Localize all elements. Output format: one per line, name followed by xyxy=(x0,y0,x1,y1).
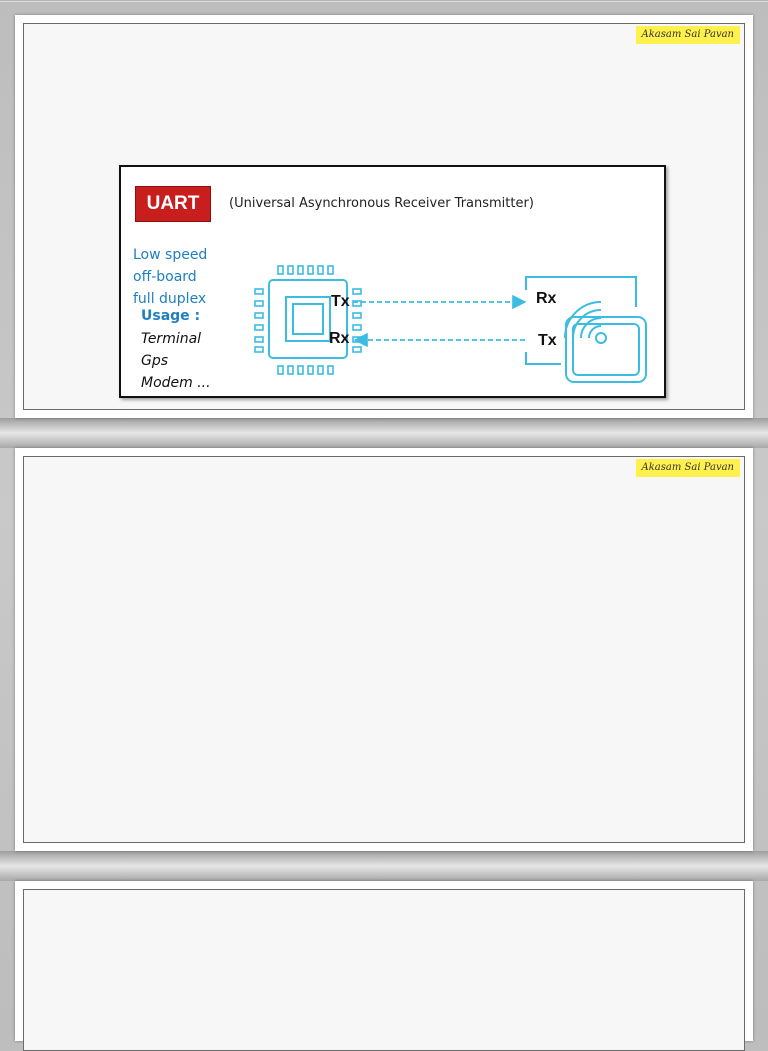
mcu-tx-label: Tx xyxy=(331,293,350,310)
page-frame xyxy=(23,889,745,1051)
uart-badge: UART xyxy=(135,186,211,222)
usage-item-modem: Modem ... xyxy=(141,375,211,391)
usage-item-terminal: Terminal xyxy=(141,331,202,347)
document-page-1 xyxy=(15,15,753,418)
page-frame xyxy=(23,456,745,843)
feature-duplex: full duplex xyxy=(133,291,207,307)
device-rx-label: Rx xyxy=(536,290,557,307)
slide-subtitle: (Universal Asynchronous Receiver Transmitter) xyxy=(229,196,534,211)
page-separator xyxy=(0,418,768,448)
mcu-rx-label: Rx xyxy=(329,330,350,347)
author-tag: Akasam Sai Pavan xyxy=(636,26,740,44)
device-tx-label: Tx xyxy=(538,332,557,349)
microcontroller-chip-icon xyxy=(255,266,361,374)
feature-board: off-board xyxy=(133,269,197,285)
page-separator xyxy=(0,851,768,881)
usage-title: Usage : xyxy=(141,308,201,324)
document-page-3 xyxy=(15,881,753,1041)
usage-item-gps: Gps xyxy=(141,353,169,369)
uart-slide xyxy=(119,165,666,398)
author-tag: Akasam Sai Pavan xyxy=(636,459,740,477)
uart-connection-diagram xyxy=(121,167,664,396)
page-frame xyxy=(23,23,745,410)
document-page-2 xyxy=(15,448,753,851)
feature-speed: Low speed xyxy=(133,247,208,263)
page-separator xyxy=(0,0,768,3)
